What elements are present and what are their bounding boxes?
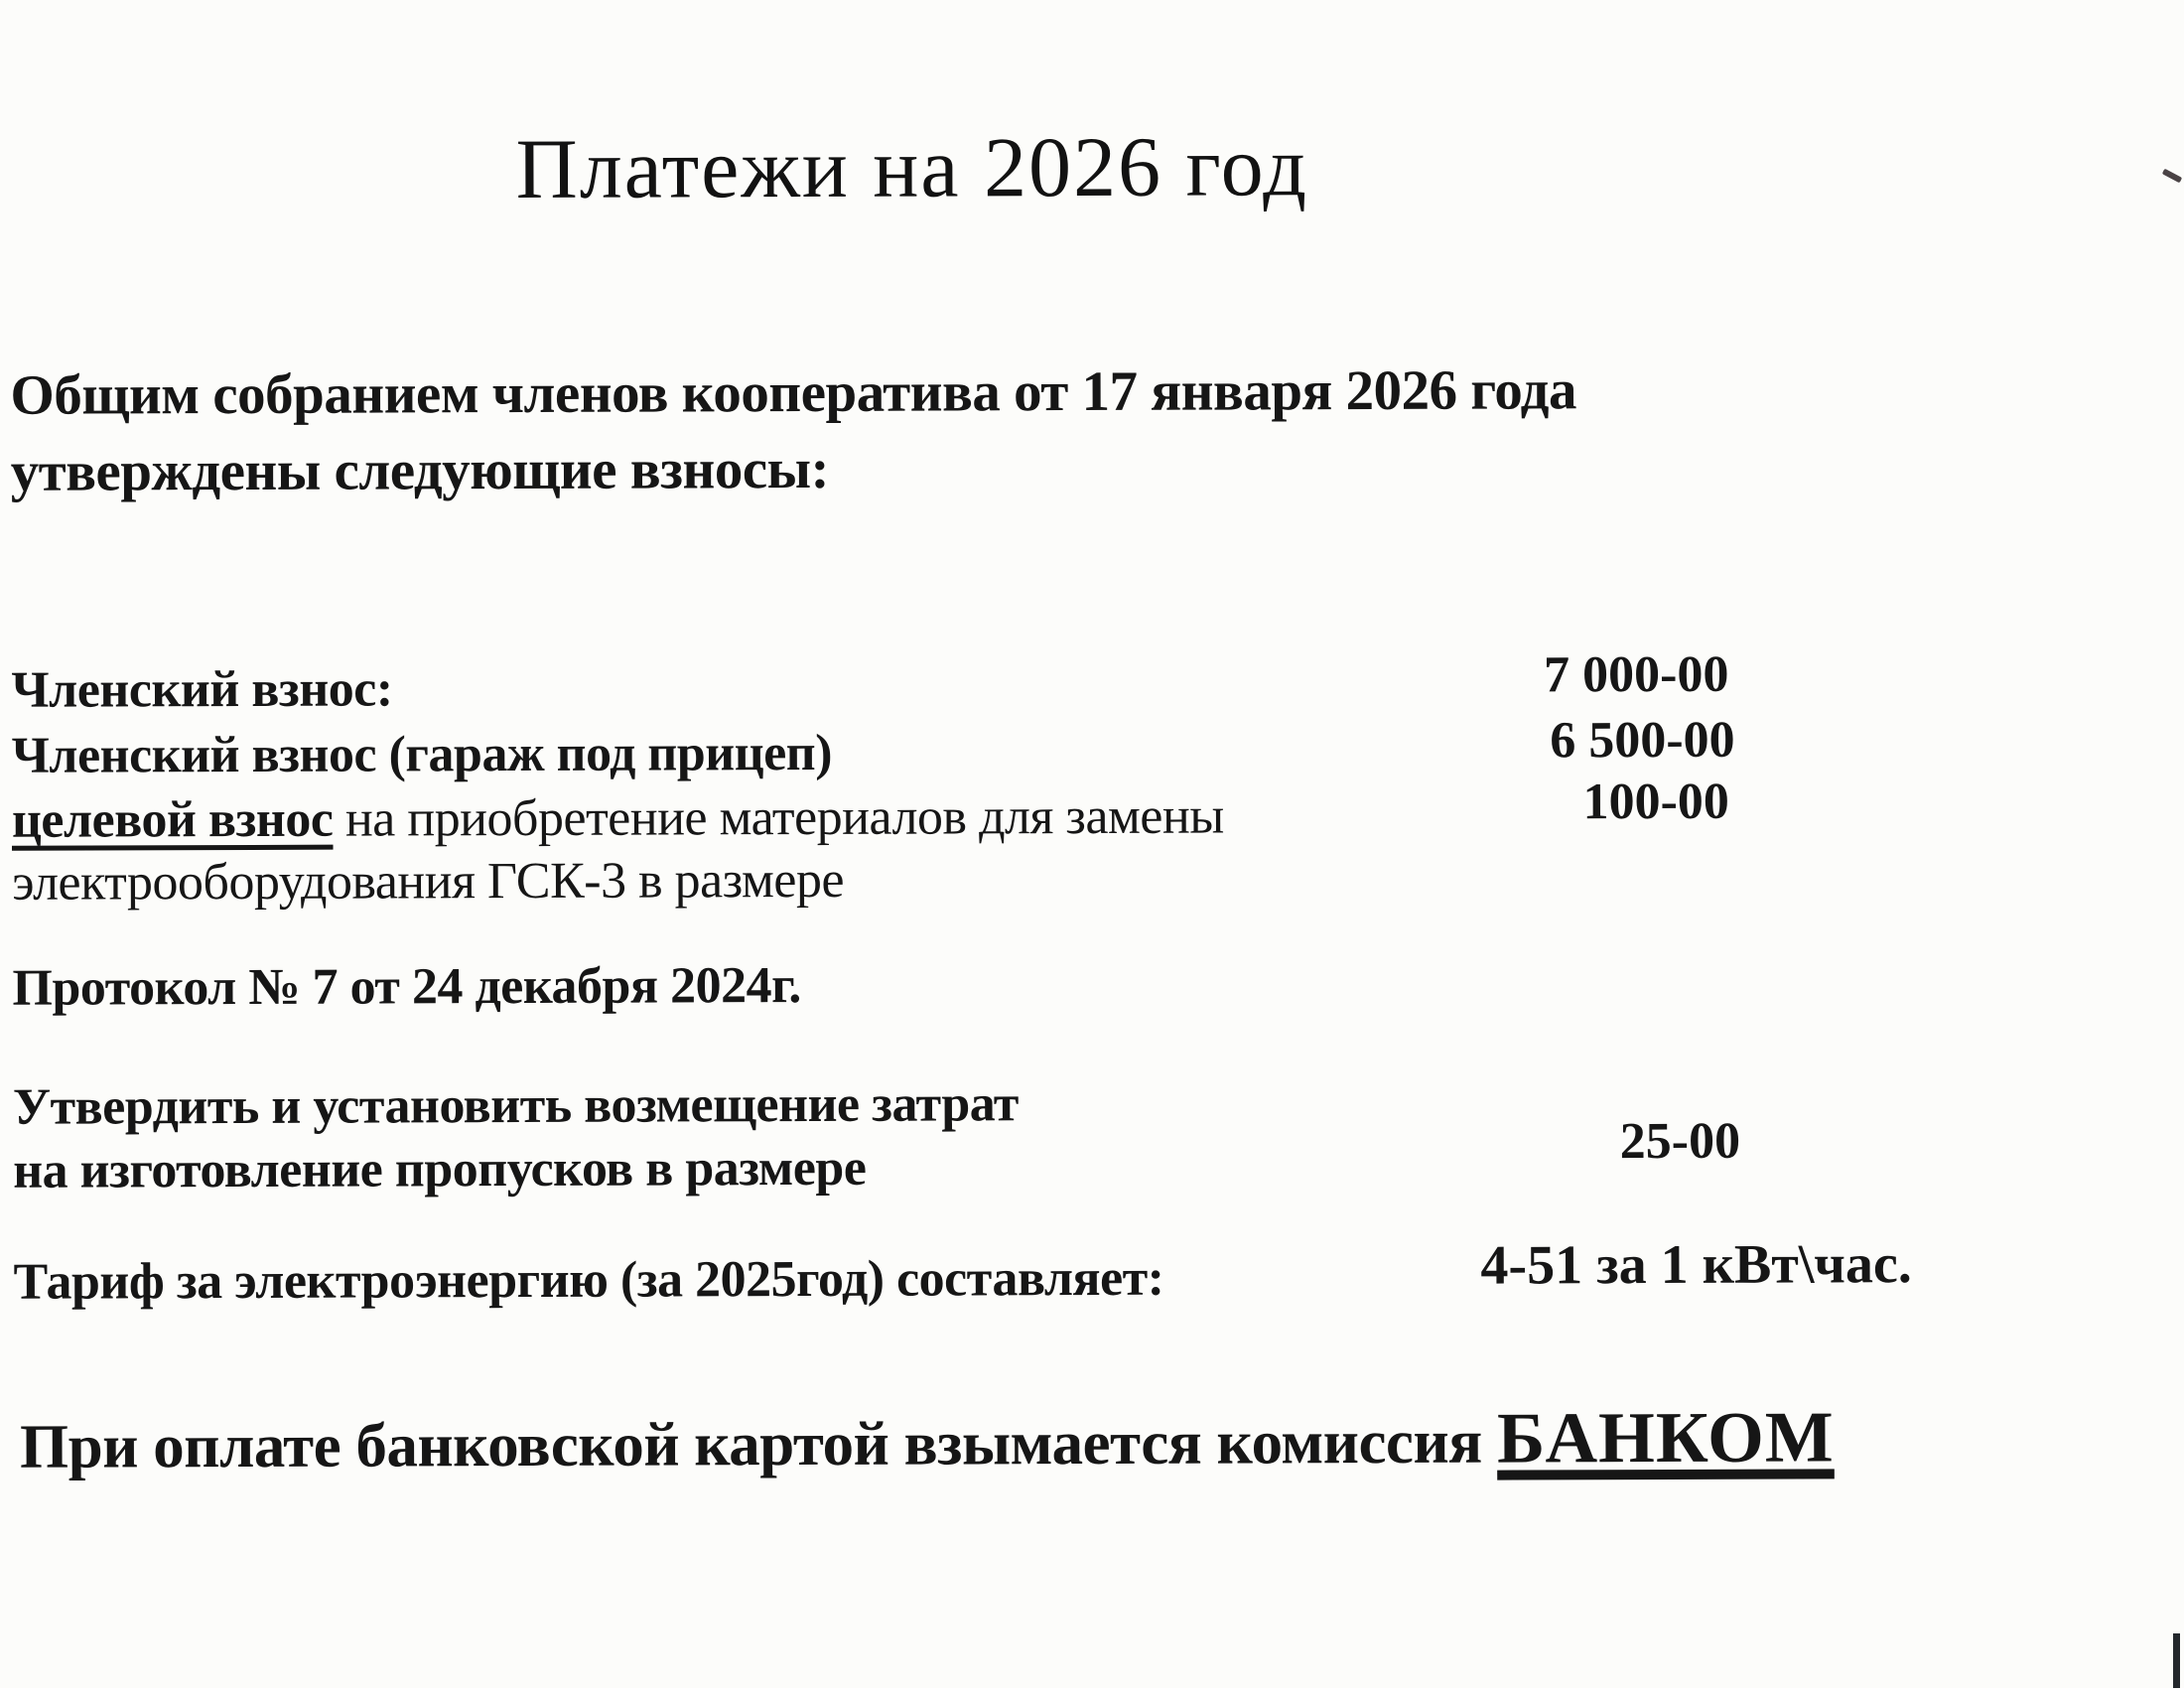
scan-artifact-bottom-right <box>2173 1633 2180 1688</box>
fee-label-target-rest: на приобретение материалов для замены <box>333 787 1224 848</box>
footer-text: При оплате банковской картой взымается комиссия <box>19 1406 1498 1481</box>
intro-line-1: Общим собранием членов кооператива от 17 января 2026 года <box>10 358 1577 427</box>
fee-amount-membership-trailer: 6 500-00 <box>1550 711 1735 770</box>
tariff-label: Тариф за электроэнергию (за 2025год) составляет: <box>13 1249 1164 1311</box>
footer-bank-emphasis: БАНКОМ <box>1496 1396 1835 1479</box>
tariff-value: 4-51 за 1 кВт\час. <box>1480 1233 1912 1297</box>
fee-label-target-line1 <box>12 787 1224 850</box>
resolution-line-2: на изготовление пропусков в размере <box>13 1139 867 1199</box>
fee-amount-target: 100-00 <box>1582 773 1729 831</box>
fee-label-target-emphasis: целевой взнос <box>11 790 334 849</box>
fee-label-membership-trailer: Членский взнос (гараж под прицеп) <box>11 724 833 784</box>
intro-line-2: утверждены следующие взносы: <box>10 437 830 503</box>
fee-amount-membership: 7 000-00 <box>1543 645 1729 704</box>
footer-line <box>20 1395 1835 1484</box>
resolution-amount: 25-00 <box>1619 1112 1741 1171</box>
fee-label-target-line2: электрооборудования ГСК-3 в размере <box>12 851 845 912</box>
document-title: Платежи на 2026 год <box>515 118 1309 217</box>
protocol-line: Протокол № 7 от 24 декабря 2024г. <box>12 957 801 1017</box>
fee-label-membership: Членский взнос: <box>11 660 393 719</box>
resolution-line-1: Утвердить и установить возмещение затрат <box>12 1075 1020 1136</box>
intro-paragraph <box>10 352 1576 510</box>
